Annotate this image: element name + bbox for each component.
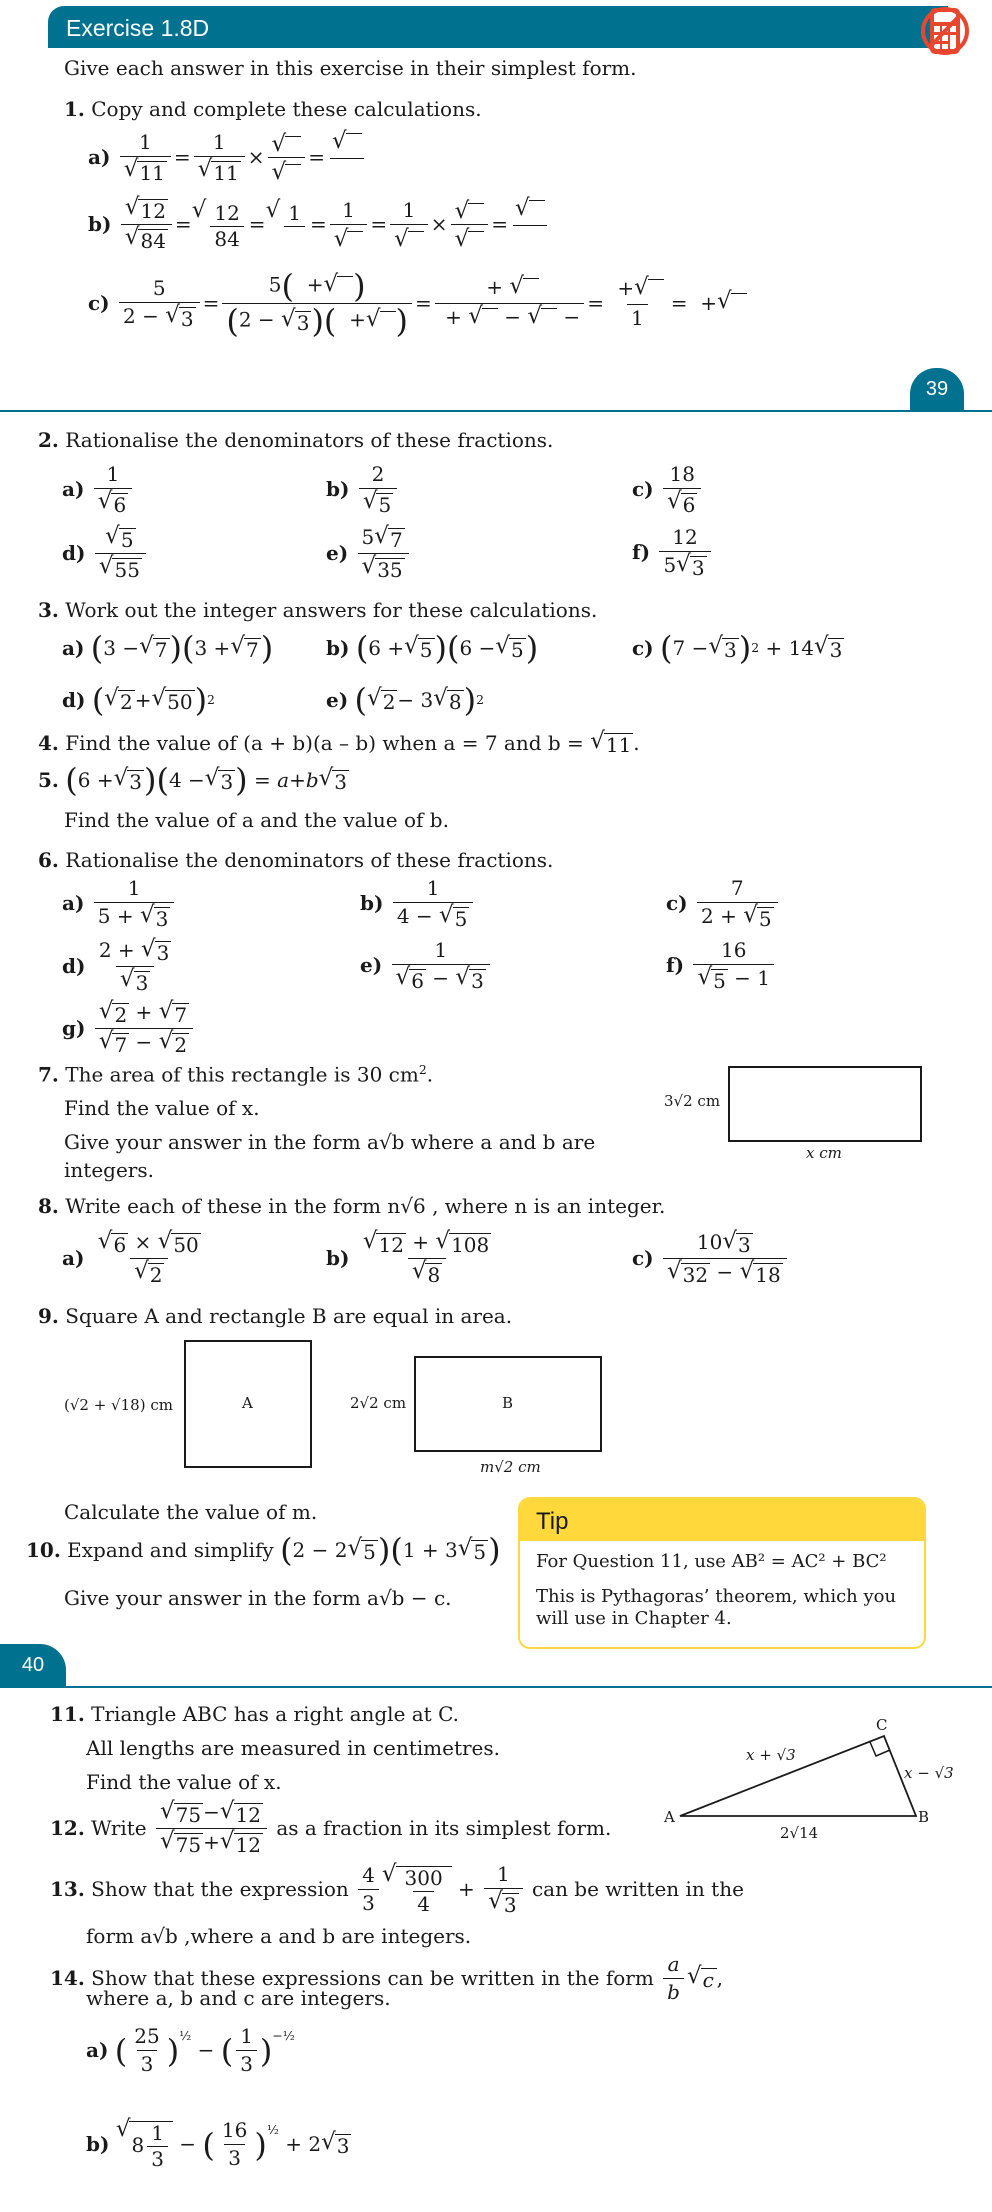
q6f: f) 16 √ 5 − 1 — [666, 938, 777, 993]
q3e: e) ( √ 2 − 3 √ 8 ) 2 — [326, 681, 485, 719]
q2b: b) 2 √ 5 — [326, 462, 400, 517]
intro-text: Give each answer in this exercise in their simplest form. — [64, 56, 637, 80]
q9-square-label: A — [242, 1394, 253, 1412]
q7-line3: Give your answer in the form a√b where a and b are — [64, 1130, 596, 1154]
q1b: b) √ 12 √ 84 = √ $\frac{12}{84}$ = √ 1 = 1 √ = 1 √ × √ √ = √ — [88, 196, 552, 253]
q8-text: Write each of these in the form n√6 , where n is an integer. — [65, 1194, 666, 1218]
q4: 4. Find the value of (a + b)(a – b) when a = 7 and b = √ 11 . — [38, 728, 640, 757]
q5: 5. ( 6 + √ 3 ) ( 4 − √ 3 ) = a + b √ 3 — [38, 761, 348, 799]
q9-text: Square A and rectangle B are equal in area. — [65, 1304, 513, 1328]
q9-rect-width: m√2 cm — [480, 1458, 541, 1476]
q8-number: 8. — [38, 1194, 59, 1218]
q7-line4: integers. — [64, 1158, 154, 1182]
q2e: e) 5 √ 7 √ 35 — [326, 525, 412, 582]
q6c: c) 7 2 + √ 5 — [666, 876, 781, 931]
page-divider — [0, 410, 992, 412]
q11-vertex-c: C — [876, 1716, 888, 1734]
q14b: b) √ 8 $\frac{1}{3}$ − ( 16 3 ) $^{\frac{1}{2}}$ + 2 √ 3 — [86, 2116, 350, 2171]
q11-line2: All lengths are measured in centimetres. — [86, 1736, 500, 1760]
q6d: d) 2 + √ 3 √ 3 — [62, 936, 170, 995]
q3-number: 3. — [38, 598, 59, 622]
exercise-banner — [48, 6, 948, 48]
q3-text: Work out the integer answers for these calculations. — [65, 598, 598, 622]
q2a: a) 1 √ 6 — [62, 462, 135, 517]
q1a: a) 1 √ 11 = 1 √ 11 × √ √ = √ — [88, 130, 369, 185]
q10: 10. Expand and simplify ( 2 − 2 √ 5 ) ( 1 + 3 √ 5 ) — [26, 1531, 501, 1569]
q6b: b) 1 4 − √ 5 — [360, 876, 476, 931]
q7-line2: Find the value of x. — [64, 1096, 260, 1120]
q11-side-bc: x − √3 — [904, 1764, 954, 1782]
q8a: a) √ 6 × √ 50 √ 2 — [62, 1228, 199, 1287]
page-number-39: 39 — [910, 368, 964, 410]
exercise-title: Exercise 1.8D — [66, 15, 210, 41]
page-number-40: 40 — [0, 1644, 66, 1686]
q3a: a) ( 3 − √ 7 ) ( 3 + √ 7 ) — [62, 629, 274, 667]
q12: 12. Write √ 75 − √ 12 √ 75 + √ 12 as a fraction in its simplest form. — [50, 1798, 612, 1857]
q3d: d) ( √ 2 + √ 50 ) 2 — [62, 681, 215, 719]
q14: 14. Show that these expressions can be written in the form a b √ c , — [50, 1952, 723, 2004]
q8b: b) √ 12 + √ 108 √ 8 — [326, 1228, 490, 1287]
tip-line3: will use in Chapter 4. — [536, 1608, 732, 1629]
q11-side-ac: x + √3 — [746, 1746, 796, 1764]
q7-width-label: x cm — [806, 1144, 842, 1162]
tip-line1: For Question 11, use AB² = AC² + BC² — [536, 1551, 887, 1572]
q11-vertex-a: A — [664, 1808, 675, 1826]
q10-line2: Give your answer in the form a√b − c. — [64, 1586, 452, 1610]
tip-line2: This is Pythagoras’ theorem, which you — [536, 1585, 897, 1607]
q2c: c) 18 √ 6 — [632, 462, 704, 517]
tip-box — [518, 1497, 926, 1649]
page-divider-2 — [0, 1686, 992, 1688]
no-calculator-icon — [920, 0, 970, 62]
q5-line2: Find the value of a and the value of b. — [64, 808, 449, 832]
q1-text: Copy and complete these calculations. — [91, 97, 482, 121]
q9-square-side: (√2 + √18) cm — [64, 1396, 173, 1414]
q6-number: 6. — [38, 848, 59, 872]
q6g: g) √ 2 + √ 7 √ 7 − √ 2 — [62, 1000, 196, 1057]
q13-line2: form a√b ,where a and b are integers. — [86, 1924, 472, 1948]
q9-number: 9. — [38, 1304, 59, 1328]
q11-side-ab: 2√14 — [780, 1824, 819, 1842]
q7-rectangle — [728, 1066, 922, 1142]
q14-line2: where a, b and c are integers. — [86, 1986, 391, 2010]
q6-text: Rationalise the denominators of these fractions. — [65, 848, 554, 872]
q14a: a) ( 25 3 ) $^{\frac{1}{2}}$ − ( 1 3 ) $^{-\frac{1}{2}}$ — [86, 2024, 295, 2076]
q9-rect-label: B — [502, 1394, 514, 1412]
q11-number: 11. — [50, 1702, 85, 1726]
q2-number: 2. — [38, 428, 59, 452]
q11-text: Triangle ABC has a right angle at C. — [91, 1702, 460, 1726]
q1c: c) 5 2 − √ 3 = 5( + √ ) (2 − √ 3 )( + √ ) = + √ + √ − √ − = + √ 1 = + √ — [88, 270, 747, 337]
q2-text: Rationalise the denominators of these fractions. — [65, 428, 554, 452]
q6a: a) 1 5 + √ 3 — [62, 876, 177, 931]
q2f: f) 12 5 √ 3 — [632, 525, 714, 580]
q11-vertex-b: B — [918, 1808, 930, 1826]
q1-number: 1. — [64, 97, 85, 121]
q6e: e) 1 √ 6 − √ 3 — [360, 938, 493, 993]
q3b: b) ( 6 + √ 5 ) ( 6 − √ 5 ) — [326, 629, 539, 667]
q13: 13. Show that the expression 4 3 √ $\frac{300}{4}$ + 1 √ 3 can be written in the — [50, 1861, 744, 1917]
q9-calc: Calculate the value of m. — [64, 1500, 318, 1524]
q7: 7. The area of this rectangle is 30 $cm^2$. — [38, 1062, 434, 1087]
q9-rect-height: 2√2 cm — [350, 1394, 407, 1412]
tip-title: Tip — [520, 1499, 924, 1541]
q11-line3: Find the value of x. — [86, 1770, 282, 1794]
q7-height-label: 3√2 cm — [664, 1092, 721, 1110]
q3c: c) ( 7 − √ 3 ) 2 + 14 √ 3 — [632, 629, 843, 667]
q2d: d) √ 5 √ 55 — [62, 525, 149, 582]
q8c: c) 10 √ 3 √ 32 − √ 18 — [632, 1230, 790, 1287]
